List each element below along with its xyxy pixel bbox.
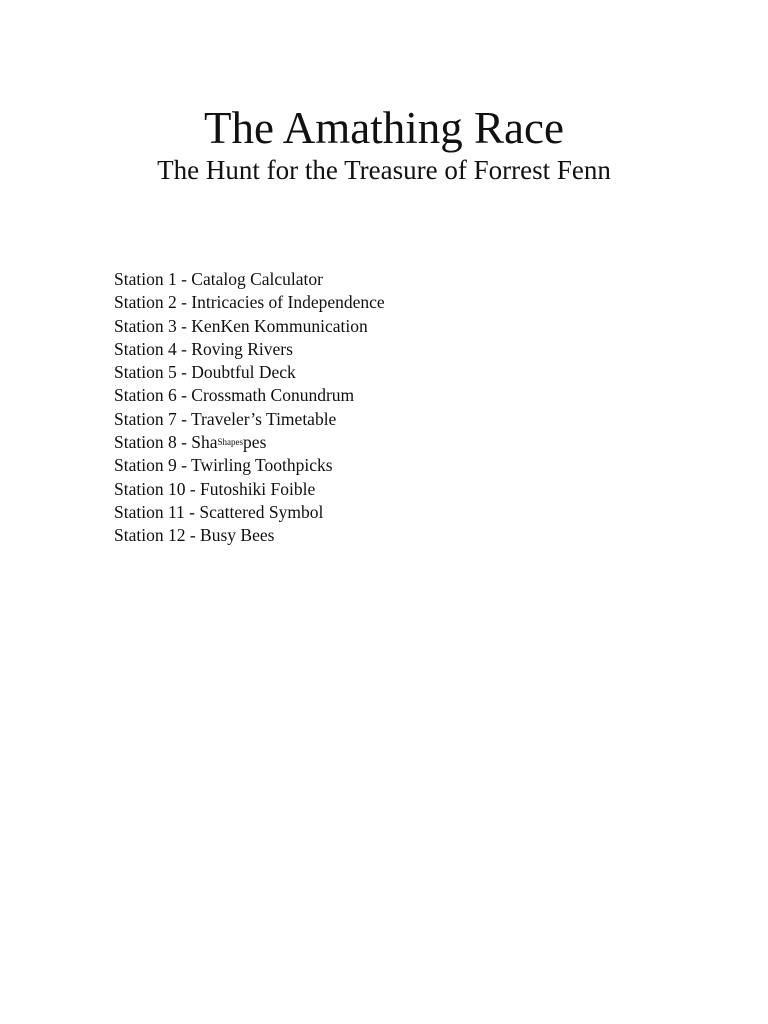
station-item-8	[114, 431, 385, 454]
station-item-10: Station 10 - Futoshiki Foible	[114, 478, 316, 499]
station-item-5: Station 5 - Doubtful Deck	[114, 362, 296, 383]
station-item-7: Station 7 - Traveler’s Timetable	[114, 408, 337, 429]
page-title: The Amathing Race	[204, 103, 564, 153]
station-item-12: Station 12 - Busy Bees	[114, 525, 275, 546]
station-item-2: Station 2 - Intricacies of Independence	[114, 292, 385, 313]
station-item-8-prefix: Station 8 - Sha	[114, 432, 218, 453]
page-subtitle: The Hunt for the Treasure of Forrest Fenn	[157, 155, 611, 185]
station-item-1: Station 1 - Catalog Calculator	[114, 269, 323, 289]
station-item-6: Station 6 - Crossmath Conundrum	[114, 385, 355, 406]
station-item-8-suffix: pes	[243, 432, 267, 453]
station-item-4: Station 4 - Roving Rivers	[114, 338, 293, 359]
station-item-8-superscript: Shapes	[217, 437, 244, 448]
station-item-11: Station 11 - Scattered Symbol	[114, 501, 324, 522]
station-list	[114, 268, 385, 548]
station-item-9: Station 9 - Twirling Toothpicks	[114, 455, 333, 476]
station-item-3: Station 3 - KenKen Kommunication	[114, 315, 368, 336]
